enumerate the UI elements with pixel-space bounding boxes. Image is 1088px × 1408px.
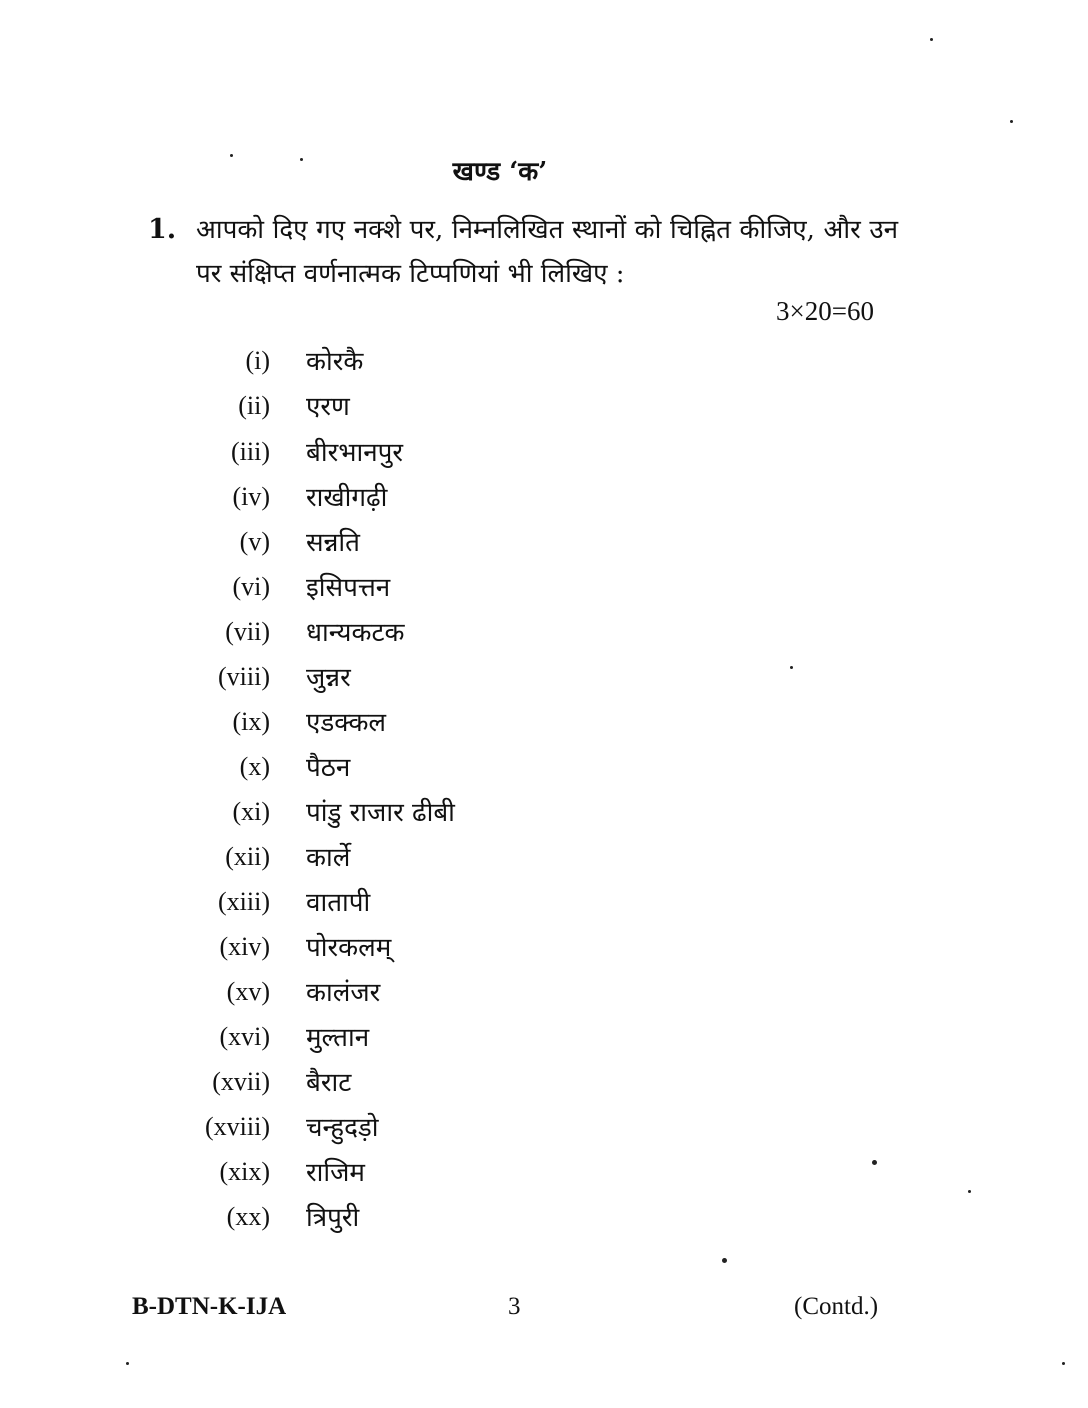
list-item: [0, 478, 1088, 522]
question-marks: 3×20=60: [776, 296, 874, 326]
item-place: कार्ले: [306, 843, 351, 873]
list-item: [0, 342, 1088, 386]
item-numeral: (xiv): [219, 932, 270, 961]
list-item: [0, 748, 1088, 792]
item-place: पोरकलम्: [306, 933, 392, 963]
item-numeral: (iii): [231, 437, 270, 466]
item-place: जुन्नर: [306, 663, 351, 693]
item-place: राखीगढ़ी: [306, 483, 388, 513]
item-numeral: (ix): [232, 707, 270, 736]
scan-speck: [872, 1160, 877, 1165]
list-item: [0, 523, 1088, 567]
item-numeral: (ii): [238, 391, 270, 420]
item-numeral: (i): [245, 346, 270, 375]
scan-speck: [722, 1258, 727, 1263]
list-item: [0, 387, 1088, 431]
list-item: [0, 928, 1088, 972]
item-place: एरण: [306, 392, 350, 422]
list-item: [0, 568, 1088, 612]
list-item: [0, 883, 1088, 927]
item-place: धान्यकटक: [306, 618, 405, 648]
scan-speck: [300, 158, 303, 161]
item-place: कालंजर: [306, 978, 381, 1008]
item-place: सन्नति: [306, 528, 360, 558]
list-item: [0, 433, 1088, 477]
list-item: [0, 1153, 1088, 1197]
scan-speck: [230, 154, 233, 157]
list-item: [0, 1063, 1088, 1107]
item-place: मुल्तान: [306, 1023, 370, 1053]
list-item: [0, 793, 1088, 837]
item-numeral: (vi): [232, 572, 270, 601]
item-numeral: (xx): [226, 1202, 270, 1231]
list-item: [0, 613, 1088, 657]
scan-speck: [790, 666, 793, 669]
section-title: खण्ड ‘क’: [452, 157, 548, 187]
item-numeral: (xi): [232, 797, 270, 826]
item-numeral: (xix): [219, 1157, 270, 1186]
item-numeral: (iv): [232, 482, 270, 511]
scan-speck: [968, 1190, 971, 1193]
item-numeral: (v): [239, 527, 270, 556]
item-place: कोरकै: [306, 347, 364, 377]
item-place: इसिपत्तन: [306, 573, 391, 603]
list-item: [0, 1108, 1088, 1152]
scan-speck: [126, 1362, 129, 1365]
scan-speck: [1062, 1362, 1065, 1365]
question-text: आपको दिए गए नक्शे पर, निम्नलिखित स्थानों को चिह्नित कीजिए, और उन पर संक्षिप्त वर्णनात्मक टिप्पणियां भी लिखिए :: [196, 215, 898, 289]
page-number: 3: [508, 1293, 521, 1320]
item-numeral: (viii): [218, 662, 270, 691]
item-place: राजिम: [306, 1158, 365, 1188]
list-item: [0, 973, 1088, 1017]
item-numeral: (vii): [225, 617, 270, 646]
item-numeral: (xvii): [212, 1067, 270, 1096]
list-item: [0, 838, 1088, 882]
scan-speck: [930, 38, 933, 41]
item-place: वातापी: [306, 888, 371, 918]
list-item: [0, 703, 1088, 747]
item-place: पांडु राजार ढीबी: [306, 798, 455, 828]
item-numeral: (xii): [225, 842, 270, 871]
item-numeral: (xviii): [205, 1112, 270, 1141]
item-place: एडक्कल: [306, 708, 387, 738]
paper-code: B-DTN-K-IJA: [132, 1293, 287, 1320]
item-place: त्रिपुरी: [306, 1203, 360, 1233]
list-item: [0, 1018, 1088, 1062]
list-item: [0, 1198, 1088, 1242]
item-numeral: (xv): [226, 977, 270, 1006]
item-numeral: (xvi): [219, 1022, 270, 1051]
item-place: चन्हुदड़ो: [306, 1113, 379, 1143]
continued-note: (Contd.): [794, 1293, 879, 1320]
item-place: पैठन: [306, 753, 351, 783]
item-numeral: (xiii): [218, 887, 270, 916]
scan-speck: [1010, 120, 1013, 123]
item-place: बीरभानपुर: [306, 438, 404, 468]
list-item: [0, 658, 1088, 702]
question-number: 1.: [148, 214, 177, 245]
item-place: बैराट: [306, 1068, 352, 1098]
item-numeral: (x): [239, 752, 270, 781]
